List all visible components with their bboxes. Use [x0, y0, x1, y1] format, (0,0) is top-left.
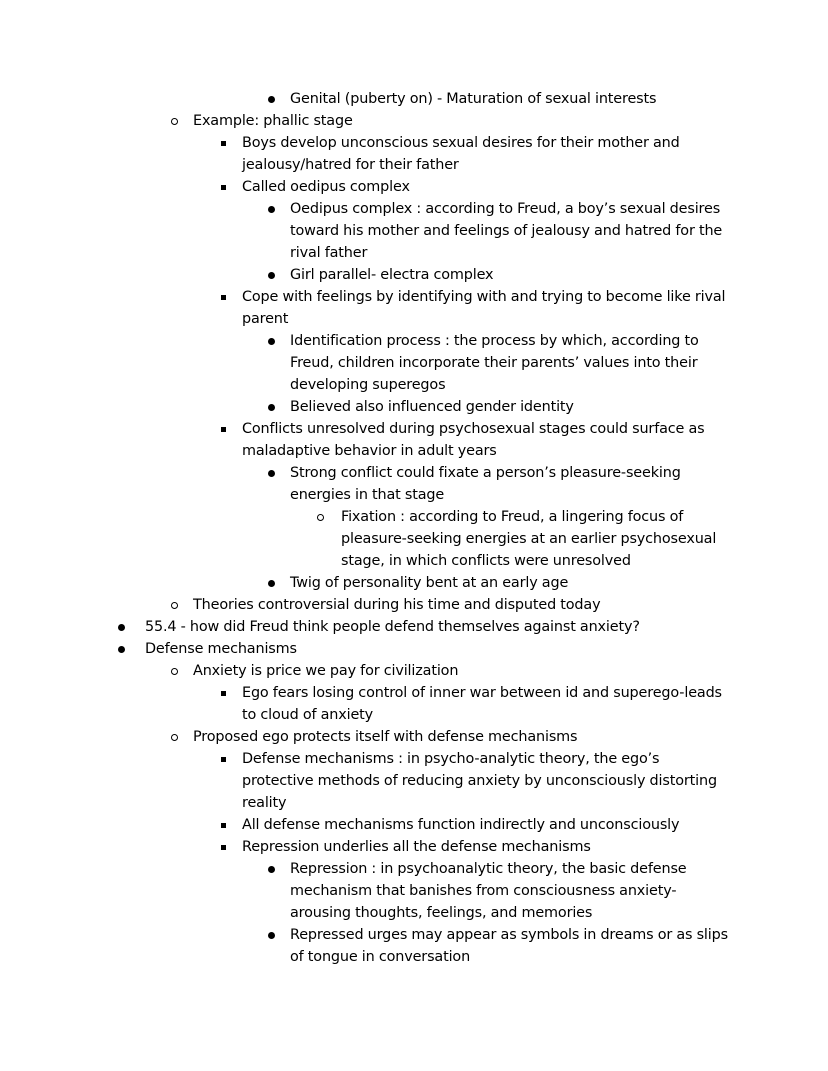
- outline-item-text: Proposed ego protects itself with defense mechanisms: [193, 729, 578, 745]
- square-bullet-icon: [221, 845, 226, 850]
- disc-bullet-icon: [268, 206, 275, 213]
- outline-item: [0, 264, 828, 286]
- outline-item: [0, 594, 828, 616]
- outline-item: [0, 682, 828, 726]
- outline-item-text: Conflicts unresolved during psychosexual stages could surface as maladaptive behavior in adult years: [242, 421, 705, 459]
- disc-bullet-icon: [118, 624, 125, 631]
- hollow-circle-bullet-icon: [171, 118, 178, 125]
- outline-item: [0, 814, 828, 836]
- square-bullet-icon: [221, 691, 226, 696]
- disc-bullet-icon: [268, 580, 275, 587]
- outline-item-text: Strong conflict could fixate a person’s pleasure-seeking energies in that stage: [290, 465, 681, 503]
- square-bullet-icon: [221, 427, 226, 432]
- outline-item: [0, 198, 828, 264]
- outline-item-text: Called oedipus complex: [242, 179, 410, 195]
- outline-item-text: 55.4 - how did Freud think people defend themselves against anxiety?: [145, 619, 640, 635]
- outline-item: [0, 132, 828, 176]
- outline-item: [0, 396, 828, 418]
- outline-item-text: Repression : in psychoanalytic theory, the basic defense mechanism that banishes from consciousness anxiety-arousing thoughts, feelings, and memories: [290, 861, 687, 921]
- outline-item-text: Boys develop unconscious sexual desires for their mother and jealousy/hatred for their father: [242, 135, 680, 173]
- square-bullet-icon: [221, 823, 226, 828]
- outline-item-text: Fixation : according to Freud, a lingering focus of pleasure-seeking energies at an earlier psychosexual stage, in which conflicts were unresolved: [341, 509, 717, 569]
- hollow-circle-bullet-icon: [171, 668, 178, 675]
- disc-bullet-icon: [268, 470, 275, 477]
- outline-item: [0, 506, 828, 572]
- outline-item: [0, 418, 828, 462]
- outline-item-text: Example: phallic stage: [193, 113, 353, 129]
- outline-item: [0, 330, 828, 396]
- outline-item-text: Girl parallel- electra complex: [290, 267, 494, 283]
- outline-item: [0, 726, 828, 748]
- outline-item: [0, 110, 828, 132]
- outline-item-text: Believed also influenced gender identity: [290, 399, 574, 415]
- square-bullet-icon: [221, 141, 226, 146]
- outline-list: [0, 88, 828, 968]
- outline-item-text: Theories controversial during his time and disputed today: [193, 597, 601, 613]
- disc-bullet-icon: [268, 404, 275, 411]
- outline-item-text: Defense mechanisms : in psycho-analytic theory, the ego’s protective methods of reducing anxiety by unconsciously distorting reality: [242, 751, 717, 811]
- disc-bullet-icon: [118, 646, 125, 653]
- outline-item-text: Defense mechanisms: [145, 641, 297, 657]
- outline-item-text: All defense mechanisms function indirectly and unconsciously: [242, 817, 680, 833]
- square-bullet-icon: [221, 295, 226, 300]
- square-bullet-icon: [221, 757, 226, 762]
- outline-item: [0, 858, 828, 924]
- outline-item-text: Repression underlies all the defense mechanisms: [242, 839, 591, 855]
- outline-item: [0, 176, 828, 198]
- outline-item: [0, 616, 828, 638]
- outline-item-text: Anxiety is price we pay for civilization: [193, 663, 459, 679]
- outline-item-text: Repressed urges may appear as symbols in dreams or as slips of tongue in conversation: [290, 927, 728, 965]
- outline-item-text: Identification process : the process by which, according to Freud, children incorporate their parents’ values into their developing superegos: [290, 333, 699, 393]
- outline-item: [0, 286, 828, 330]
- outline-item-text: Genital (puberty on) - Maturation of sexual interests: [290, 91, 657, 107]
- outline-item: [0, 638, 828, 660]
- disc-bullet-icon: [268, 932, 275, 939]
- disc-bullet-icon: [268, 272, 275, 279]
- outline-item: [0, 836, 828, 858]
- outline-item-text: Twig of personality bent at an early age: [290, 575, 569, 591]
- disc-bullet-icon: [268, 96, 275, 103]
- hollow-circle-bullet-icon: [317, 514, 324, 521]
- outline-item: [0, 572, 828, 594]
- outline-item: [0, 748, 828, 814]
- outline-item: [0, 462, 828, 506]
- outline-item-text: Ego fears losing control of inner war between id and superego-leads to cloud of anxiety: [242, 685, 722, 723]
- outline-item-text: Oedipus complex : according to Freud, a boy’s sexual desires toward his mother and feelings of jealousy and hatred for the rival father: [290, 201, 723, 261]
- hollow-circle-bullet-icon: [171, 602, 178, 609]
- outline-item-text: Cope with feelings by identifying with and trying to become like rival parent: [242, 289, 726, 327]
- disc-bullet-icon: [268, 338, 275, 345]
- square-bullet-icon: [221, 185, 226, 190]
- hollow-circle-bullet-icon: [171, 734, 178, 741]
- outline-item: [0, 660, 828, 682]
- outline-item: [0, 924, 828, 968]
- outline-item: [0, 88, 828, 110]
- disc-bullet-icon: [268, 866, 275, 873]
